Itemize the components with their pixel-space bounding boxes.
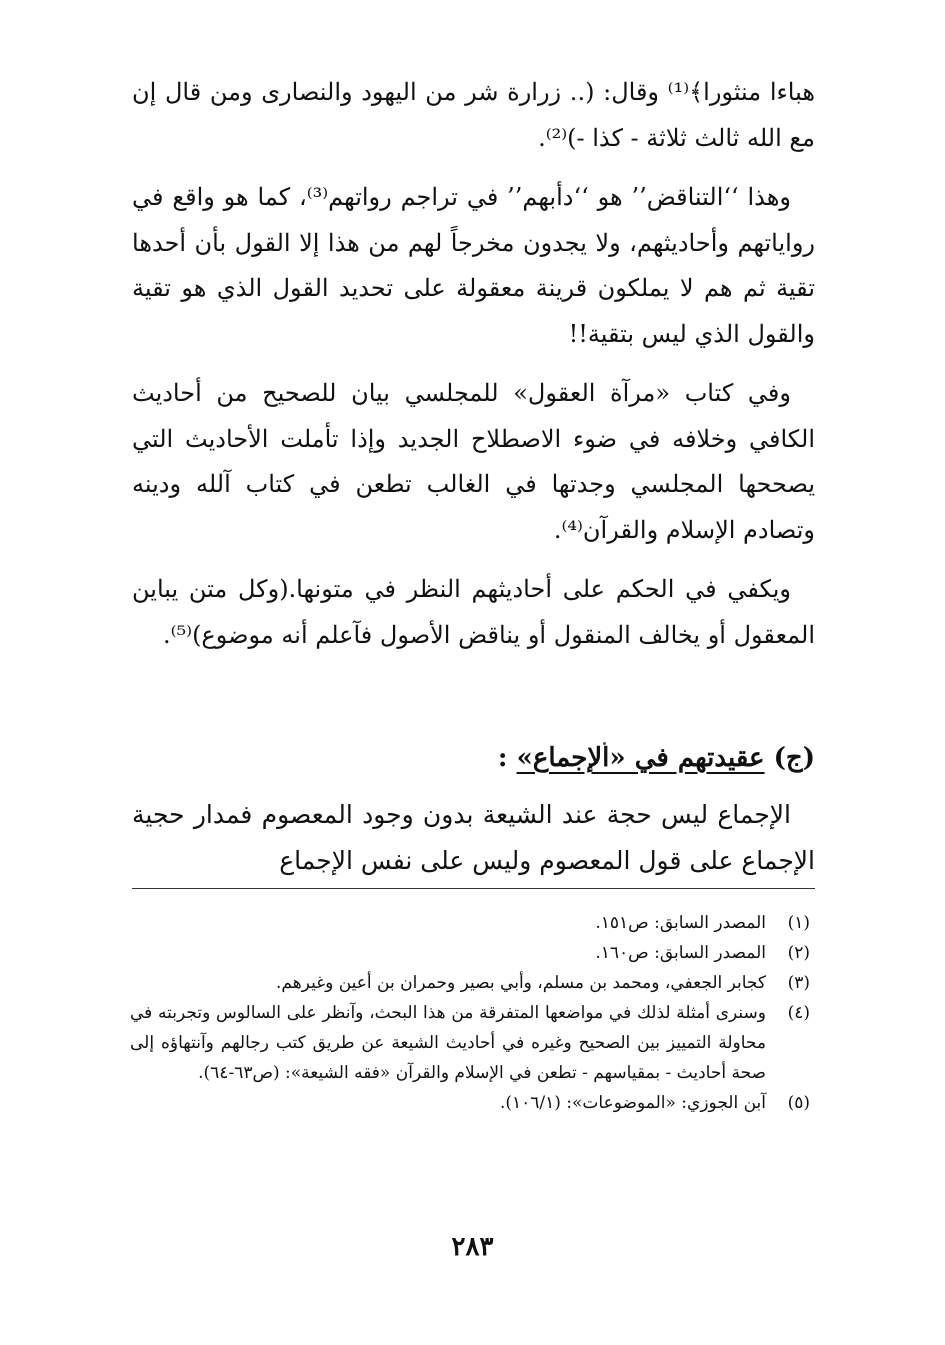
footnote-number: (٥) <box>787 1093 810 1113</box>
section-label: (ج) <box>773 743 815 773</box>
section-heading <box>132 738 815 778</box>
footnote-number: (١) <box>787 913 810 933</box>
footnote-3 <box>130 968 810 998</box>
footnote-5 <box>130 1088 810 1118</box>
footnote-4 <box>130 998 810 1088</box>
main-text <box>132 70 815 672</box>
footnote-text: المصدر السابق: ص١٥١. <box>595 913 766 933</box>
section-title: عقيدتهم في «الإجماع» <box>516 743 765 773</box>
page-number: ٢٨٣ <box>451 1232 494 1262</box>
section-colon: : <box>497 743 508 773</box>
paragraph-3: وفي كتاب «مرآة العقول» للمجلسي بيان للصحيح من أحاديث الكافي وخلافه في ضوء الاصطلاح الجديد وإذا تأملت الأحاديث التي يصححها المجلسي وجدتها في الغالب تطعن في كتاب آلله ودينه وتصادم الإسلام والقرآن⁽⁴⁾. <box>132 379 815 544</box>
footnote-divider <box>132 888 815 889</box>
paragraph-4: ويكفي في الحكم على أحاديثهم النظر في متونها.(وكل متن يباين المعقول أو يخالف المنقول أو يناقض الأصول فآعلم أنه موضوع)⁽⁵⁾. <box>132 575 815 649</box>
paragraph-2: وهذا ‘‘التناقض’’ هو ‘‘دأبهم’’ في تراجم رواتهم⁽³⁾، كما هو واقع في رواياتهم وأحاديثهم، ولا يجدون مخرجاً لهم من هذا إلا القول بأن أحدها تقية ثم هم لا يملكون قرينة معقولة على تحديد القول الذي هو تقية والقول الذي ليس بتقية!! <box>132 183 815 348</box>
footnotes <box>130 908 810 1118</box>
footnote-text: المصدر السابق: ص١٦٠. <box>595 943 766 963</box>
ijma-paragraph: الإجماع ليس حجة عند الشيعة بدون وجود المعصوم فمدار حجية الإجماع على قول المعصوم وليس على نفس الإجماع <box>132 800 815 875</box>
paragraph-1: هباءا منثورا﴾⁽¹⁾ وقال: (.. زرارة شر من اليهود والنصارى ومن قال إن مع الله ثالث ثلاثة - كذا -)⁽²⁾. <box>132 78 815 152</box>
footnote-number: (٤) <box>787 1003 810 1023</box>
footnote-1 <box>130 908 810 938</box>
ijma-text <box>132 792 815 884</box>
footnote-number: (٢) <box>787 943 810 963</box>
footnote-text: آبن الجوزي: «الموضوعات»: (١٠٦/١). <box>499 1093 766 1113</box>
footnote-number: (٣) <box>787 973 810 993</box>
footnote-text: وسنرى أمثلة لذلك في مواضعها المتفرقة من هذا البحث، وآنظر على السالوس وتجربته في محاولة التمييز بين الصحيح وغيره في أحاديث الشيعة عن طريق كتب رجالهم وآنتهاؤه إلى صحة أحاديث - بمقياسهم - تطعن في الإسلام والقرآن «فقه الشيعة»: (ص٦٣-٦٤). <box>130 1003 766 1083</box>
footnote-2 <box>130 938 810 968</box>
footnote-text: كجابر الجعفي، ومحمد بن مسلم، وأبي بصير وحمران بن أعين وغيرهم. <box>276 973 766 993</box>
